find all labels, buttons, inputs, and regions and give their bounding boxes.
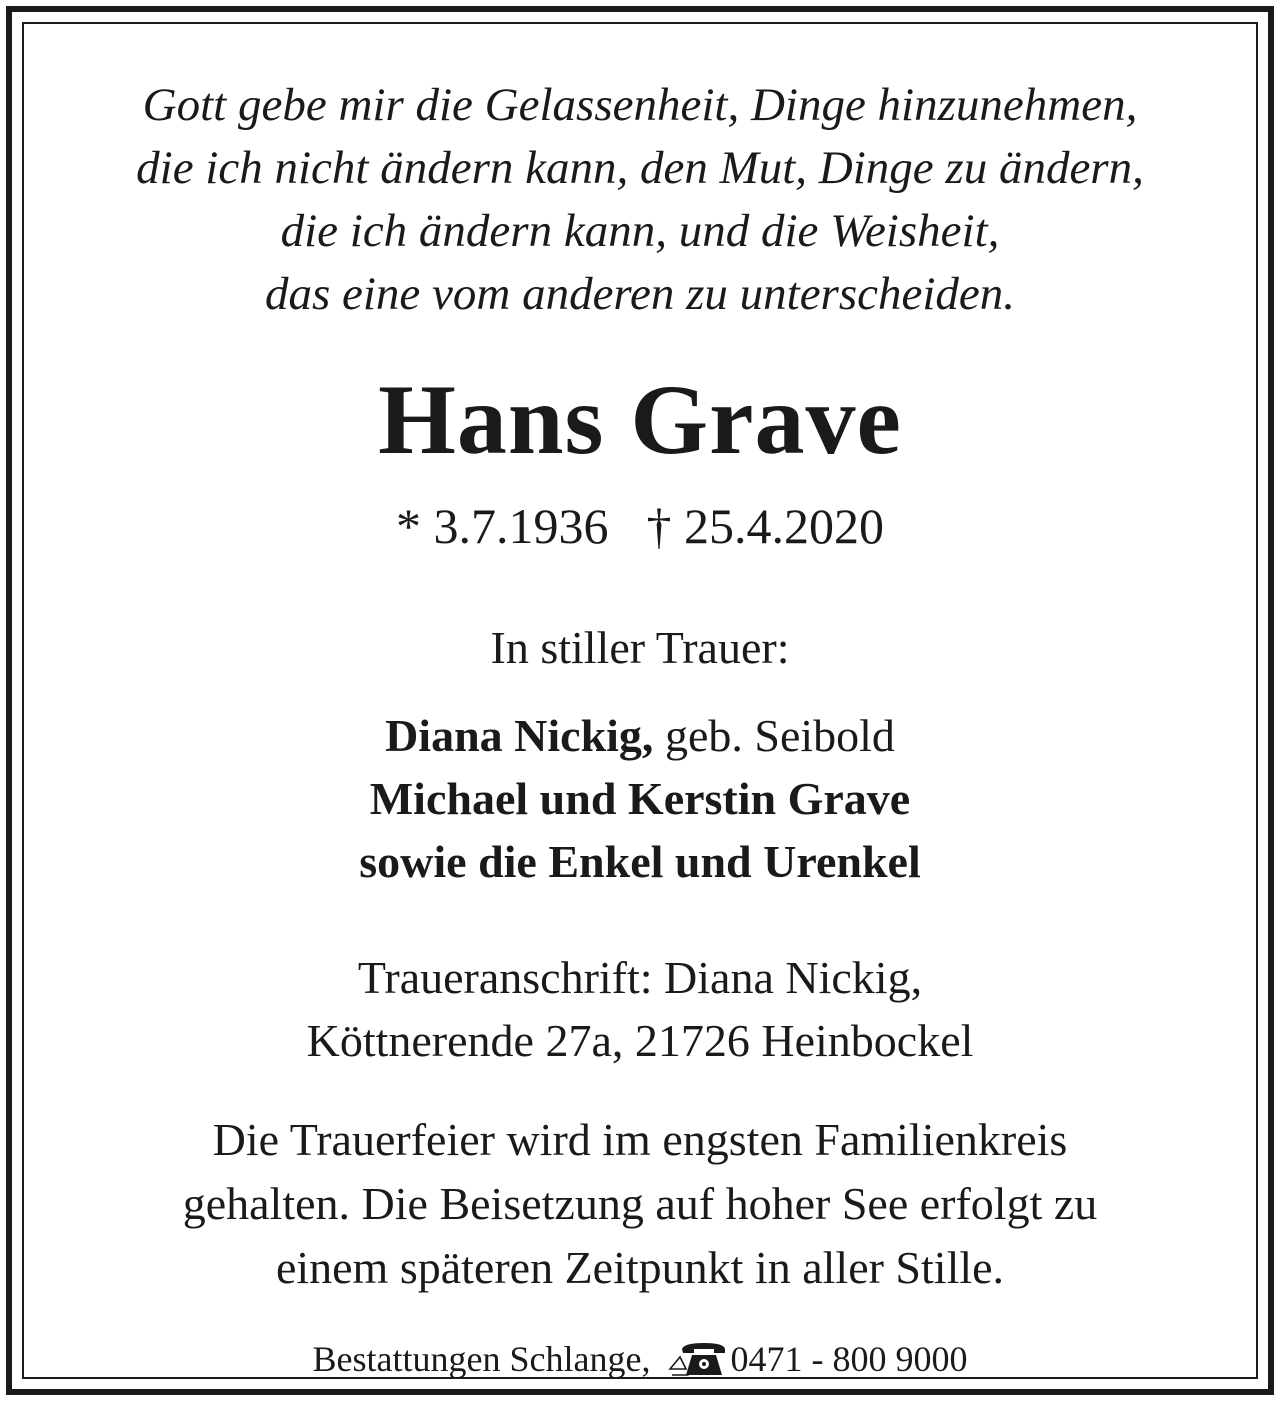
ceremony-line: Die Trauerfeier wird im engsten Familienkreis [212, 1114, 1068, 1165]
prayer-line: das eine vom anderen zu unterscheiden. [264, 268, 1016, 320]
mourner-name: Diana Nickig, [385, 710, 654, 761]
telephone-icon [668, 1339, 726, 1379]
address-line: Köttnerende 27a, 21726 Heinbockel [306, 1015, 974, 1066]
prayer-line: Gott gebe mir die Gelassenheit, Dinge hinzunehmen, [142, 79, 1138, 131]
ceremony-line: einem späteren Zeitpunkt in aller Stille. [275, 1242, 1005, 1293]
prayer-line: die ich nicht ändern kann, den Mut, Dinge zu ändern, [136, 142, 1144, 194]
mourning-intro: In stiller Trauer: [490, 622, 790, 673]
mourner-name: sowie die Enkel und Urenkel [359, 836, 921, 887]
ceremony-info [24, 1108, 1256, 1300]
ceremony-line: gehalten. Die Beisetzung auf hoher See erfolgt zu [182, 1178, 1098, 1229]
life-dates [24, 494, 1256, 558]
birth-date: * 3.7.1936 [396, 498, 609, 554]
mourner-line [24, 704, 1256, 767]
mourner-line [24, 830, 1256, 893]
prayer-line: die ich ändern kann, und die Weisheit, [280, 205, 1000, 257]
mourners-list [24, 704, 1256, 893]
undertaker-phone: 0471 - 800 9000 [730, 1339, 968, 1379]
death-date: † 25.4.2020 [646, 498, 884, 554]
undertaker-name: Bestattungen Schlange, [312, 1339, 651, 1379]
mourner-name: Michael und Kerstin Grave [369, 773, 911, 824]
address-line: Traueranschrift: Diana Nickig, [357, 952, 923, 1003]
mourning-address [24, 946, 1256, 1072]
deceased-name: Hans Grave [378, 364, 902, 475]
undertaker-contact [24, 1334, 1256, 1384]
mourner-maiden-name: geb. Seibold [653, 710, 895, 761]
serenity-prayer [24, 74, 1256, 326]
mourner-line [24, 767, 1256, 830]
